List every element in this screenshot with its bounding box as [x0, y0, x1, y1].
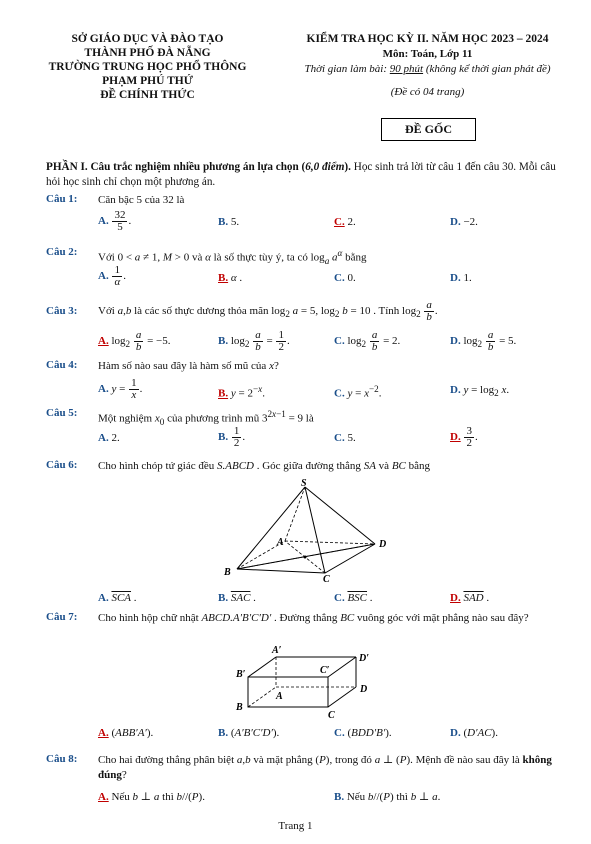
svg-text:D: D: [379, 539, 387, 550]
svg-text:S: S: [301, 478, 307, 489]
exam-header: [280, 32, 575, 100]
school-line: TRƯỜNG TRUNG HỌC PHỔ THÔNG: [48, 61, 247, 73]
q1-label: Câu 1:: [46, 193, 78, 205]
q1-option-c[interactable]: C. 2.: [334, 216, 356, 228]
q2-text: Với 0 < a ≠ 1, M > 0 và α là số thực tùy ý, ta có $\log_a a^\alpha$ bằng: [98, 248, 367, 266]
svg-text:A: A: [276, 691, 283, 702]
q4-option-b[interactable]: B. $y = 2^{-x}$.: [218, 384, 265, 400]
q2-label: Câu 2:: [46, 246, 78, 258]
exam-time: Thời gian làm bài: 90 phút (không kể thời gian phát đề): [304, 63, 551, 75]
svg-text:C: C: [323, 574, 330, 582]
svg-text:B′: B′: [236, 669, 246, 680]
q3-option-d[interactable]: D. $\log_2$ $\frac{a}{b}$ = 5.: [450, 329, 517, 353]
q8-option-b[interactable]: B. Nếu b//(P) thì b ⊥ a.: [334, 791, 441, 803]
q5-option-a[interactable]: A. 2.: [98, 432, 120, 444]
page-number: Trang 1: [278, 820, 313, 832]
q3-option-b[interactable]: B. $\log_2$ $\frac{a}{b}$ = $\frac{1}{2}$ .: [218, 329, 290, 353]
q7-option-a[interactable]: A. (ABB′A′).: [98, 727, 154, 739]
q7-option-b[interactable]: B. (A′B′C′D′).: [218, 727, 280, 739]
q5-option-c[interactable]: C. 5.: [334, 432, 356, 444]
q6-label: Câu 6:: [46, 459, 78, 471]
q6-option-c[interactable]: C. $\overline{BSC}$ .: [334, 592, 373, 604]
q6-option-d[interactable]: D. $\overline{SAD}$ .: [450, 592, 490, 604]
exam-subject: Môn: Toán, Lớp 11: [382, 48, 473, 60]
q7-label: Câu 7:: [46, 611, 78, 623]
original-exam-box: ĐỀ GỐC: [381, 118, 476, 141]
svg-text:B: B: [224, 567, 231, 578]
q7-option-d[interactable]: D. (D′AC).: [450, 727, 498, 739]
school-header: [30, 32, 265, 102]
q4-label: Câu 4:: [46, 359, 78, 371]
q1-option-b[interactable]: B. 5.: [218, 216, 240, 228]
pyramid-figure: [215, 478, 395, 582]
q4-option-a[interactable]: A. y = $\frac{1}{x}$ .: [98, 377, 143, 401]
q2-option-c[interactable]: C. 0.: [334, 272, 356, 284]
q6-text: Cho hình chóp tứ giác đều S.ABCD . Góc giữa đường thẳng SA và BC bằng: [98, 460, 431, 472]
q1-option-d[interactable]: D. −2.: [450, 216, 478, 228]
department-line: SỞ GIÁO DỤC VÀ ĐÀO TẠO: [71, 33, 224, 45]
q3-text: Với a,b là các số thực dương thỏa mãn $\log_2 a = 5$, $\log_2 b = 10$ . Tính $\log_2$ $\frac{a}{b}$ .: [98, 299, 438, 323]
q2-option-a[interactable]: A. $\frac{1}{\alpha}$ .: [98, 264, 126, 288]
q6-option-a[interactable]: A. $\overline{SCA}$ .: [98, 592, 137, 604]
q3-option-c[interactable]: C. $\log_2$ $\frac{a}{b}$ = 2.: [334, 329, 401, 353]
q3-option-a[interactable]: A. $\log_2$ $\frac{a}{b}$ = −5.: [98, 329, 171, 353]
q4-option-d[interactable]: D. $y = \log_2 x$.: [450, 384, 510, 399]
svg-text:B: B: [236, 702, 243, 713]
school-name-line: PHẠM PHÚ THỨ: [102, 75, 193, 87]
svg-text:C′: C′: [320, 665, 330, 676]
svg-text:D: D: [360, 684, 368, 695]
exam-pages: (Đề có 04 trang): [390, 86, 465, 98]
q4-text: Hàm số nào sau đây là hàm số mũ của x?: [98, 360, 279, 372]
official-label: ĐỀ CHÍNH THỨC: [100, 89, 195, 101]
exam-title: KIỂM TRA HỌC KỲ II. NĂM HỌC 2023 – 2024: [306, 33, 549, 45]
svg-text:C: C: [328, 710, 335, 719]
q8-text: Cho hai đường thẳng phân biệt a,b và mặt phẳng (P), trong đó a ⊥ (P). Mệnh đề nào sau đây là không đúng?: [98, 754, 552, 781]
q7-text: Cho hình hộp chữ nhật ABCD.A′B′C′D′ . Đường thẳng BC vuông góc với mặt phẳng nào sau đây?: [98, 612, 529, 624]
box-figure: [232, 644, 382, 719]
svg-text:D′: D′: [359, 653, 370, 664]
part1-instructions: PHẦN I. Câu trắc nghiệm nhiều phương án lựa chọn (6,0 điểm). Học sinh trả lời từ câu 1 đến câu 30. Mỗi câu hỏi học sinh chỉ chọn một phương án.: [46, 161, 556, 188]
q5-option-b[interactable]: B. $\frac{1}{2}$ .: [218, 425, 246, 449]
q4-option-c[interactable]: C. $y = x^{-2}$.: [334, 384, 382, 400]
q2-option-b[interactable]: B. α .: [218, 272, 243, 284]
q2-option-d[interactable]: D. 1.: [450, 272, 472, 284]
q1-option-a[interactable]: A. $\frac{32}{5}$ .: [98, 209, 132, 233]
q6-option-b[interactable]: B. $\overline{SAC}$ .: [218, 592, 256, 604]
q5-label: Câu 5:: [46, 407, 78, 419]
q7-option-c[interactable]: C. (BDD′B′).: [334, 727, 392, 739]
q5-option-d[interactable]: D. $\frac{3}{2}$ .: [450, 425, 478, 449]
q8-option-a[interactable]: A. Nếu b ⊥ a thì b//(P).: [98, 791, 205, 803]
q3-label: Câu 3:: [46, 305, 78, 317]
city-line: THÀNH PHỐ ĐÀ NẴNG: [84, 47, 211, 59]
q8-label: Câu 8:: [46, 753, 78, 765]
q1-text: Căn bậc 5 của 32 là: [98, 194, 185, 206]
svg-text:A′: A′: [272, 645, 282, 656]
q5-text: Một nghiệm $x_0$ của phương trình mũ $3^{2x-1} = 9$ là: [98, 409, 314, 427]
svg-text:A: A: [277, 537, 284, 548]
